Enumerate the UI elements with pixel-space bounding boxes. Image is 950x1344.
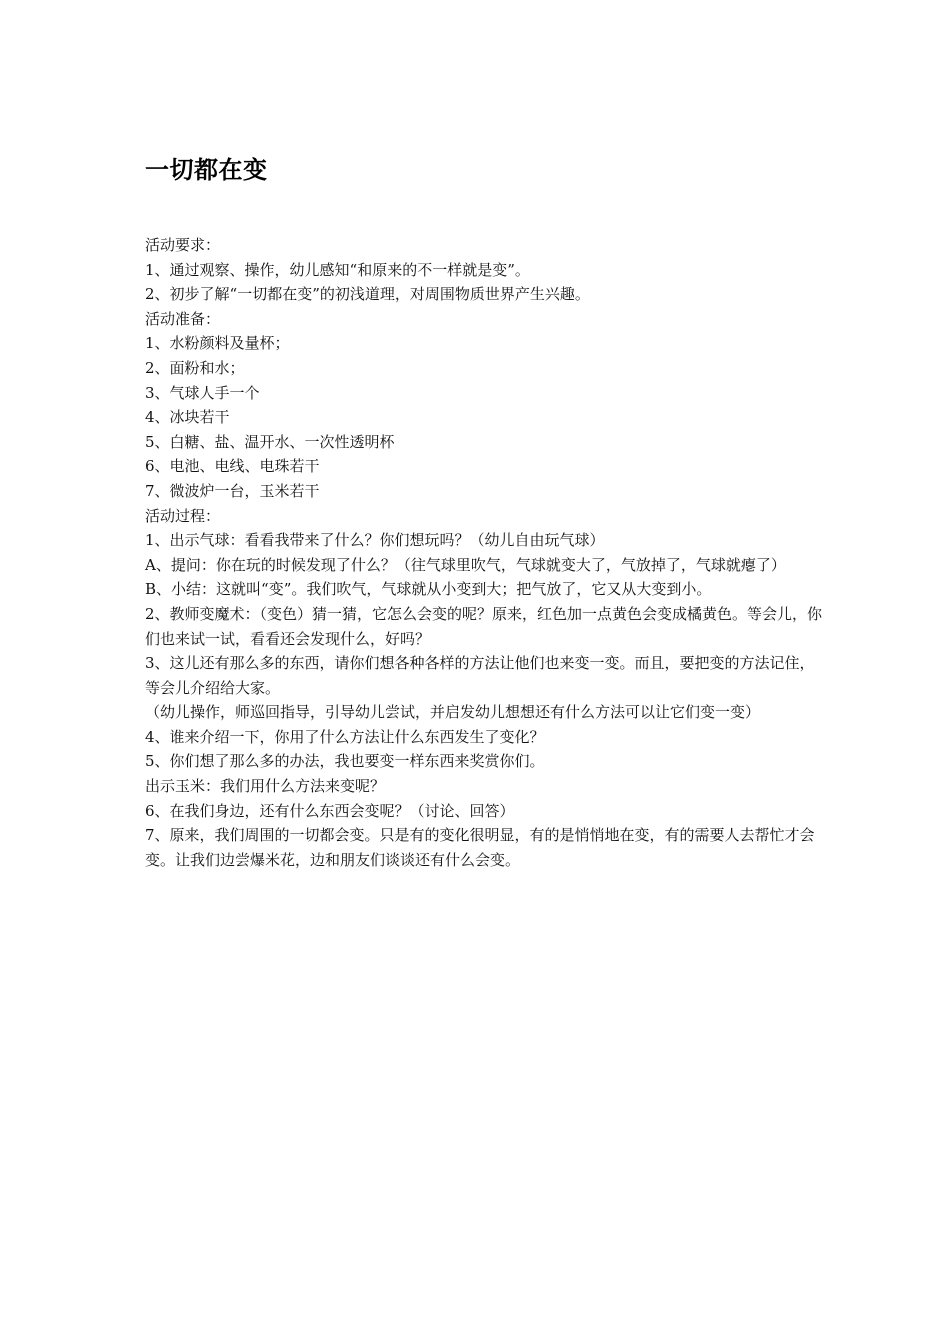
- paragraph: A、提问：你在玩的时候发现了什么？（往气球里吹气，气球就变大了，气放掉了，气球就瘪了）: [145, 555, 786, 574]
- paragraph: 2、教师变魔术：（变色）猜一猜，它怎么会变的呢？原来，红色加一点黄色会变成橘黄色。等会儿，你们也来试一试，看看还会发现什么，好吗？: [145, 604, 823, 648]
- paragraph: 7、微波炉一台，玉米若干: [145, 481, 320, 500]
- paragraph: 3、气球人手一个: [145, 383, 260, 402]
- paragraph: B、小结：这就叫“变”。我们吹气，气球就从小变到大；把气放了，它又从大变到小。: [145, 580, 712, 599]
- paragraph: 6、电池、电线、电珠若干: [145, 457, 320, 476]
- document-title: 一切都在变: [145, 156, 268, 184]
- paragraph: （幼儿操作，师巡回指导，引导幼儿尝试，并启发幼儿想想还有什么方法可以让它们变一变）: [145, 703, 761, 722]
- section-heading-process: 活动过程：: [145, 506, 221, 525]
- paragraph: 出示玉米：我们用什么方法来变呢？: [145, 777, 386, 796]
- section-heading-requirements: 活动要求：: [145, 236, 221, 254]
- paragraph: 3、这儿还有那么多的东西，请你们想各种各样的方法让他们也来变一变。而且，要把变的方法记住，等会儿介绍给大家。: [145, 654, 815, 697]
- document-body: [145, 233, 825, 872]
- paragraph: 6、在我们身边，还有什么东西会变呢？（讨论、回答）: [145, 801, 515, 820]
- paragraph: 1、出示气球：看看我带来了什么？你们想玩吗？（幼儿自由玩气球）: [145, 531, 605, 550]
- paragraph: 2、初步了解“一切都在变”的初浅道理，对周围物质世界产生兴趣。: [145, 285, 590, 304]
- paragraph: 7、原来，我们周围的一切都会变。只是有的变化很明显，有的是悄悄地在变，有的需要人去帮忙才会变。让我们边尝爆米花，边和朋友们谈谈还有什么会变。: [145, 826, 815, 869]
- paragraph: 4、冰块若干: [145, 408, 230, 427]
- section-heading-preparation: 活动准备：: [145, 309, 221, 328]
- paragraph: 5、白糖、盐、温开水、一次性透明杯: [145, 432, 395, 451]
- paragraph: 2、面粉和水；: [145, 358, 245, 377]
- paragraph: 4、谁来介绍一下，你用了什么方法让什么东西发生了变化？: [145, 727, 545, 746]
- paragraph: 1、水粉颜料及量杯；: [145, 334, 290, 353]
- paragraph: 5、你们想了那么多的办法，我也要变一样东西来奖赏你们。: [145, 752, 545, 771]
- paragraph: 1、通过观察、操作，幼儿感知“和原来的不一样就是变”。: [145, 260, 530, 279]
